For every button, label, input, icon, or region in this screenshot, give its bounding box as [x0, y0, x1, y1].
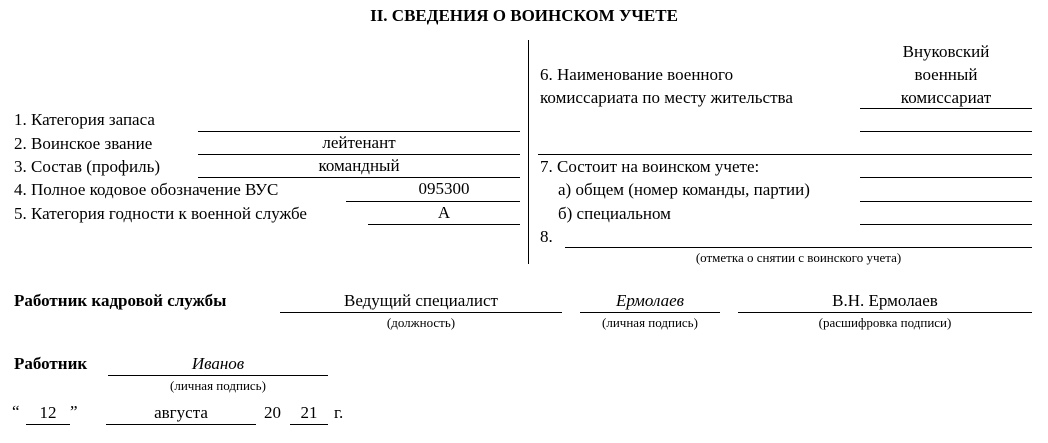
date-open-quote: “ — [12, 402, 20, 421]
item-2-label: 2. Воинское звание — [14, 134, 153, 153]
item-7-label: 7. Состоит на воинском учете: — [540, 157, 760, 176]
date-day: 12 — [39, 403, 57, 422]
item-5-label: 5. Категория годности к военной службе — [14, 204, 307, 223]
item-2-line — [198, 154, 520, 155]
item-1-line — [198, 131, 520, 132]
date-suffix: г. — [334, 403, 344, 422]
date-day-line — [26, 424, 70, 425]
employee-signature-line — [108, 375, 328, 376]
item-6-value-line1: Внуковский — [902, 42, 990, 61]
hr-worker-label: Работник кадровой службы — [14, 291, 227, 310]
item-8-caption: (отметка о снятии с воинского учета) — [695, 250, 902, 265]
hr-signature-caption: (личная подпись) — [602, 315, 698, 330]
employee-label: Работник — [14, 354, 88, 373]
hr-position-value: Ведущий специалист — [344, 291, 498, 310]
item-4-line — [346, 201, 520, 202]
hr-name-value: В.Н. Ермолаев — [832, 291, 938, 310]
item-7b-line — [860, 224, 1032, 225]
item-3-line — [198, 177, 520, 178]
item-6-label-line2: комиссариата по месту жительства — [540, 88, 793, 107]
item-8-label: 8. — [540, 227, 553, 246]
page-title: II. СВЕДЕНИЯ О ВОИНСКОМ УЧЕТЕ — [370, 6, 678, 25]
item-7b-label: б) специальном — [558, 204, 671, 223]
item-5-line — [368, 224, 520, 225]
date-close-quote: ” — [70, 402, 78, 421]
date-month-line — [106, 424, 256, 425]
item-6-line-a — [860, 108, 1032, 109]
item-3-value: командный — [318, 156, 400, 175]
hr-position-caption: (должность) — [386, 315, 456, 330]
item-6-label-line1: 6. Наименование военного — [540, 65, 734, 84]
hr-signature-line — [580, 312, 720, 313]
hr-signature-value: Ермолаев — [615, 291, 684, 310]
employee-signature-value: Иванов — [191, 354, 245, 373]
item-6-line-c — [538, 154, 1032, 155]
item-8-line — [565, 247, 1032, 248]
item-6-line-b — [860, 131, 1032, 132]
item-5-value: А — [437, 203, 451, 222]
date-year-line — [290, 424, 328, 425]
date-year: 21 — [300, 403, 318, 422]
item-4-label: 4. Полное кодовое обозначение ВУС — [14, 180, 279, 199]
date-century: 20 — [264, 403, 281, 422]
employee-signature-caption: (личная подпись) — [170, 378, 266, 393]
column-divider — [528, 40, 529, 264]
date-month: августа — [154, 403, 208, 422]
hr-position-line — [280, 312, 562, 313]
item-7a-line — [860, 201, 1032, 202]
item-1-label: 1. Категория запаса — [14, 110, 155, 129]
item-2-value: лейтенант — [322, 133, 396, 152]
hr-name-caption: (расшифровка подписи) — [818, 315, 952, 330]
item-6-value-line3: комиссариат — [900, 88, 992, 107]
item-6-value-line2: военный — [914, 65, 978, 84]
item-4-value: 095300 — [418, 179, 470, 198]
item-7a-label: а) общем (номер команды, партии) — [558, 180, 810, 199]
item-7-line — [860, 177, 1032, 178]
hr-name-line — [738, 312, 1032, 313]
item-3-label: 3. Состав (профиль) — [14, 157, 161, 176]
